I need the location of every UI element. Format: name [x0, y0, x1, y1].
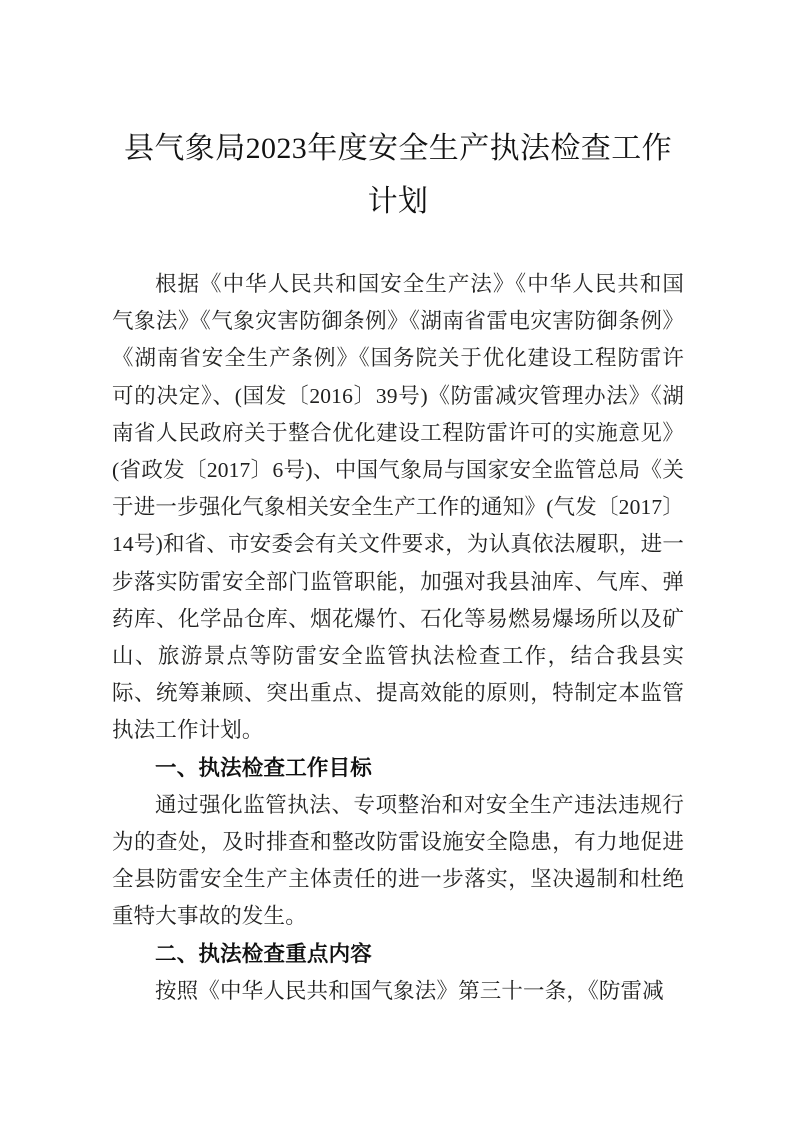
section-1-paragraph: 通过强化监管执法、专项整治和对安全生产违法违规行为的查处，及时排查和整改防雷设施安全隐患，有力地促进全县防雷安全生产主体责任的进一步落实，坚决遏制和杜绝重特大事故的发生。	[112, 792, 684, 929]
document-body	[112, 0, 684, 1010]
title-spacer	[112, 228, 684, 266]
section-2-paragraph: 按照《中华人民共和国气象法》第三十一条，《防雷减	[155, 978, 664, 1003]
section-heading-1: 一、执法检查工作目标	[155, 755, 373, 780]
page-title: 县气象局2023年度安全生产执法检查工作计划	[124, 132, 672, 218]
section-heading-2: 二、执法检查重点内容	[155, 941, 373, 966]
intro-paragraph: 根据《中华人民共和国安全生产法》《中华人民共和国气象法》《气象灾害防御条例》《湖南省雷电灾害防御条例》《湖南省安全生产条例》《国务院关于优化建设工程防雷许可的决定》、(国发〔2016〕39号)《防雷减灾管理办法》《湖南省人民政府关于整合优化建设工程防雷许可的实施意见》(省政发〔2017〕6号)、中国气象局与国家安全监管总局《关于进一步强化气象相关安全生产工作的通知》(气发〔2017〕14号)和省、市安委会有关文件要求，为认真依法履职，进一步落实防雷安全部门监管职能，加强对我县油库、气库、弹药库、化学品仓库、烟花爆竹、石化等易燃易爆场所以及矿山、旅游景点等防雷安全监管执法检查工作，结合我县实际、统筹兼顾、突出重点、提高效能的原则，特制定本监管执法工作计划。	[112, 272, 684, 743]
